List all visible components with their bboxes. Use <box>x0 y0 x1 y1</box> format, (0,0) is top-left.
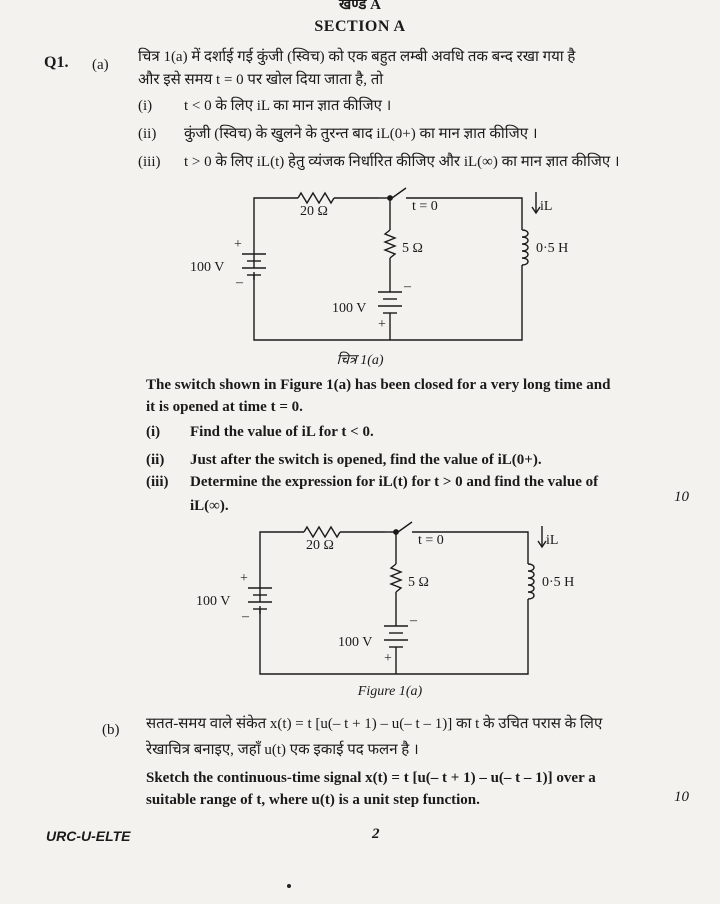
part-b-label: (b) <box>102 722 120 738</box>
english-item-text: Find the value of iL for t < 0. <box>190 424 374 440</box>
v2-plus: + <box>384 651 392 666</box>
english-item-text: Determine the expression for iL(t) for t > 0 and find the value of <box>190 474 599 490</box>
english-item-continuation: iL(∞). <box>190 498 229 514</box>
circuit-diagram-hindi <box>180 180 600 350</box>
marks-part-b: 10 <box>674 789 689 805</box>
part-a-hindi-line1: चित्र 1(a) में दर्शाई गई कुंजी (स्विच) को एक बहुत लम्बी अवधि तक बन्द रखा गया है <box>138 49 576 65</box>
inductor-label: 0·5 H <box>536 241 569 256</box>
current-label: iL <box>540 199 553 214</box>
english-item-num: (ii) <box>146 452 165 468</box>
switch-label: t = 0 <box>412 199 438 214</box>
paper-code: URC-U-ELTE <box>46 828 131 844</box>
v2-minus: – <box>410 613 417 628</box>
part-a-english-line2: it is opened at time t = 0. <box>146 399 303 415</box>
r2-label: 5 Ω <box>408 575 429 590</box>
v2-minus: – <box>404 279 411 294</box>
hindi-item-text: कुंजी (स्विच) के खुलने के तुरन्त बाद iL(0+) का मान ज्ञात कीजिए । <box>184 126 538 142</box>
figure-caption-english: Figure 1(a) <box>357 684 423 699</box>
part-b-hindi-line1: सतत-समय वाले संकेत x(t) = t [u(– t + 1) – u(– t – 1)] का t के उचित परास के लिए <box>146 716 603 732</box>
question-number: Q1. <box>44 54 69 71</box>
section-heading: SECTION A <box>314 18 406 35</box>
hindi-item-text: t > 0 के लिए iL(t) हेतु व्यंजक निर्धारित कीजिए और iL(∞) का मान ज्ञात कीजिए । <box>184 154 620 170</box>
hindi-item-text: t < 0 के लिए iL का मान ज्ञात कीजिए । <box>184 98 392 114</box>
part-a-label: (a) <box>92 57 109 73</box>
r1-label: 20 Ω <box>306 538 334 553</box>
v2-plus: + <box>378 317 386 332</box>
switch-label: t = 0 <box>418 533 444 548</box>
v1-plus: + <box>234 237 242 252</box>
hindi-item-num: (i) <box>138 98 153 114</box>
figure-caption-hindi: चित्र 1(a) <box>336 353 384 368</box>
r1-label: 20 Ω <box>300 204 328 219</box>
english-item-text: Just after the switch is opened, find the value of iL(0+). <box>190 452 542 468</box>
page-number: 2 <box>372 826 380 842</box>
v1-minus: – <box>236 275 243 290</box>
section-heading-hindi: खण्ड A <box>338 0 381 13</box>
current-label: iL <box>546 533 559 548</box>
v2-label: 100 V <box>338 635 373 650</box>
inductor-label: 0·5 H <box>542 575 575 590</box>
v1-label: 100 V <box>196 594 231 609</box>
part-b-english-line2: suitable range of t, where u(t) is a unit step function. <box>146 792 480 808</box>
part-b-hindi-line2: रेखाचित्र बनाइए, जहाँ u(t) एक इकाई पद फलन है । <box>146 742 419 758</box>
hindi-item-num: (ii) <box>138 126 157 142</box>
marks-part-a: 10 <box>674 489 689 505</box>
part-b-english-line1: Sketch the continuous-time signal x(t) = t [u(– t + 1) – u(– t – 1)] over a <box>146 770 596 786</box>
v2-label: 100 V <box>332 301 367 316</box>
part-a-english-line1: The switch shown in Figure 1(a) has been closed for a very long time and <box>146 377 611 393</box>
r2-label: 5 Ω <box>402 241 423 256</box>
circuit-diagram-english <box>186 514 606 684</box>
hindi-item-num: (iii) <box>138 154 161 170</box>
english-item-num: (i) <box>146 424 161 440</box>
part-a-hindi-line2: और इसे समय t = 0 पर खोल दिया जाता है, तो <box>138 72 384 88</box>
print-dot <box>287 884 291 888</box>
english-item-num: (iii) <box>146 474 169 490</box>
v1-plus: + <box>240 571 248 586</box>
v1-label: 100 V <box>190 260 225 275</box>
v1-minus: – <box>242 609 249 624</box>
